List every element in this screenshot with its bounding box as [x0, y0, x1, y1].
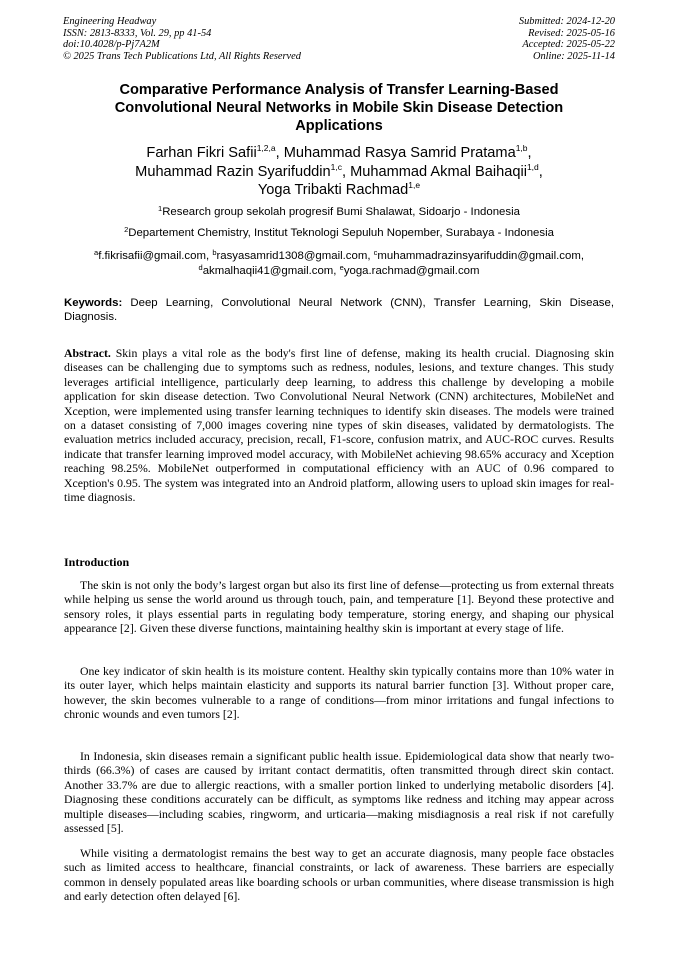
paragraph: In Indonesia, skin diseases remain a significant public health issue. Epidemiological data show that nearly two-thirds (66.3%) of cases are caused by irritant contact dermatitis, often transmitted through direct skin contact. Another 33.7% are due to allergic reactions, with a smaller portion linked to underlying metabolic disorders [4]. Diagnosing these conditions accurately can be difficult, as symptoms like redness and itching may appear across multiple diseases—including scabies, ringworm, and urticaria—making misdiagnosis a real risk if not carefully assessed [5].: [64, 749, 614, 836]
publication-dates: [519, 16, 615, 62]
abstract: [64, 346, 614, 504]
keywords-text: Deep Learning, Convolutional Neural Network (CNN), Transfer Learning, Skin Disease, Diagnosis.: [64, 297, 614, 323]
submitted-date: Submitted: 2024-12-20: [518, 16, 615, 27]
author-list: [60, 144, 618, 200]
author: Muhammad Razin Syarifuddin$^{1,c}$,: [135, 161, 351, 180]
paper-title: Comparative Performance Analysis of Transfer Learning-Based Convolutional Neural Networks in Mobile Skin Disease Detection Applications: [114, 82, 564, 134]
journal-name: Engineering Headway: [63, 16, 157, 27]
section-heading-introduction: Introduction: [64, 555, 130, 569]
paragraph: One key indicator of skin health is its moisture content. Healthy skin typically contains more than 10% water in its outer layer, which helps maintain elasticity and supports its natural barrier function [3]. Without proper care, however, the skin becomes vulnerable to a range of conditions—from minor irritations and fungal infections to chronic wounds and even tumors [2].: [64, 664, 614, 722]
email[interactable]: $^e$yoga.rachmad@gmail.com: [339, 262, 480, 277]
doi: doi:10.4028/p-Pj7A2M: [63, 39, 160, 51]
paragraph: While visiting a dermatologist remains the best way to get an accurate diagnosis, many people face obstacles such as limited access to healthcare, financial constraints, or lack of awareness. These barriers are especially common in densely populated areas like boarding schools or urban communities, where disease transmission is high and early detection often delayed [6].: [64, 846, 614, 904]
accepted-date: Accepted: 2025-05-22: [522, 39, 615, 51]
author: Farhan Fikri Safii$^{1,2,a}$,: [146, 143, 284, 161]
affiliation: $^1$Research group sekolah progresif Bumi Shalawat, Sidoarjo - Indonesia: [158, 204, 520, 218]
author: Muhammad Rasya Samrid Pratama$^{1,b}$,: [283, 143, 532, 161]
abstract-label: Abstract.: [64, 346, 111, 360]
author: Yoga Tribakti Rachmad$^{1,e}$: [257, 180, 421, 198]
paragraph: The skin is not only the body’s largest organ but also its first line of defense—protecting us from external threats while helping us sense the world around us through touch, pain, and temperature [1]. Beyond these protective and sensory roles, it plays essential parts in regulating body temperature, storing energy, and shaping our physical appearance [2]. Given these diverse functions, maintaining healthy skin is important at every stage of life.: [64, 578, 614, 636]
email[interactable]: $^b$rasyasamrid1308@gmail.com: [212, 248, 368, 262]
keywords: [64, 296, 614, 324]
abstract-text: Skin plays a vital role as the body's first line of defense, making its health crucial. Diagnosing skin diseases can be challenging due to symptoms such as redness, nodules, lesions, and texture changes. This study leverages artificial intelligence, particularly deep learning, to address this challenge by developing a mobile application for skin disease detection. Two Convolutional Neural Network (CNN) architectures, MobileNet and Xception, were implemented using transfer learning techniques to identify skin diseases. The models were trained on a dataset consisting of 7,000 images covering nine types of skin diseases, validated by dermatologists. The evaluation metrics included accuracy, precision, recall, F1-score, confusion matrix, and AUC-ROC curves. Results indicate that transfer learning improved model accuracy, with MobileNet achieving 98.65% accuracy and Xception reaching 98.25%. MobileNet outperformed in computational efficiency with an AUC of 0.96 compared to Xception's 0.95. The system was integrated into an Android platform, allowing users to upload skin images for real-time diagnosis.: [64, 346, 614, 505]
affiliation: $^2$Departement Chemistry, Institut Teknologi Sepuluh Nopember, Surabaya - Indonesia: [124, 225, 554, 239]
author: Muhammad Akmal Baihaqii$^{1,d}$,: [350, 161, 543, 180]
journal-info: [63, 16, 301, 62]
email[interactable]: $^c$muhammadrazinsyarifuddin@gmail.com: [373, 248, 581, 262]
issn: ISSN: 2813-8333, Vol. 29, pp 41-54: [63, 27, 212, 39]
email[interactable]: $^a$f.fikrisafii@gmail.com: [94, 248, 206, 262]
keywords-label: Keywords:: [64, 297, 123, 309]
email[interactable]: $^d$akmalhaqii41@gmail.com: [198, 262, 334, 277]
email-list: $^a$f.fikrisafii@gmail.com, $^b$rasyasamrid1308@gmail.com, $^c$muhammadrazinsyarifuddin@gmail.com, $^d$akmalhaqii41@gmail.com, $^e$yoga.rachmad@gmail.com: [94, 248, 584, 277]
online-date: Online: 2025-11-14: [532, 50, 615, 62]
copyright: © 2025 Trans Tech Publications Ltd, All Rights Reserved: [63, 50, 301, 62]
revised-date: Revised: 2025-05-16: [528, 27, 615, 39]
